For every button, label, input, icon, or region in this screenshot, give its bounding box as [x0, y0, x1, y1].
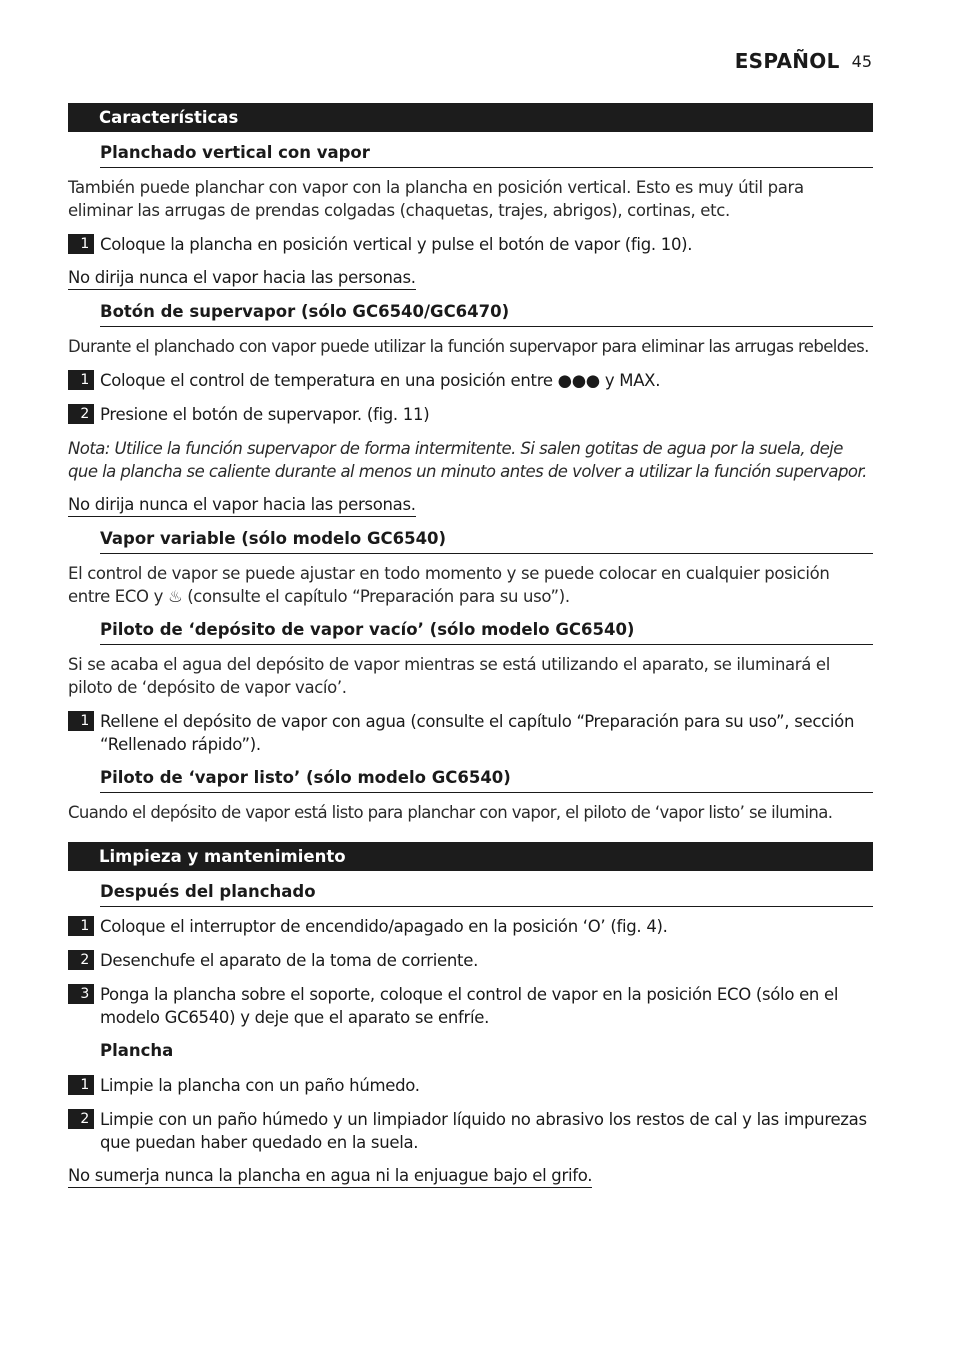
step-text: Coloque la plancha en posición vertical y pulse el botón de vapor (fig. 10). — [100, 235, 693, 254]
step-item — [68, 710, 873, 756]
step-number: 1 — [68, 916, 94, 936]
step-number: 1 — [68, 1075, 94, 1095]
step-text: Limpie la plancha con un paño húmedo. — [100, 1076, 420, 1095]
subheading-supervapor: Botón de supervapor (sólo GC6540/GC6470) — [100, 299, 873, 327]
step-text: Coloque el control de temperatura en una posición entre ●●● y MAX. — [100, 371, 661, 390]
step-number: 2 — [68, 404, 94, 424]
warning-text: No sumerja nunca la plancha en agua ni la enjuague bajo el grifo. — [68, 1165, 592, 1188]
subheading-plancha: Plancha — [100, 1041, 174, 1060]
paragraph-vapor-listo: Cuando el depósito de vapor está listo para planchar con vapor, el piloto de ‘vapor listo’ se ilumina. — [68, 803, 833, 822]
warning-text: No dirija nunca el vapor hacia las personas. — [68, 267, 416, 290]
step-item — [68, 983, 873, 1029]
step-item — [68, 949, 873, 972]
section-heading-caracteristicas: Características — [68, 103, 873, 132]
note-text: Nota: Utilice la función supervapor de forma intermitente. Si salen gotitas de agua por la suela, deje que la plancha se caliente durante al menos un minuto antes de volver a utilizar la función supervapor. — [68, 439, 867, 481]
step-item — [68, 369, 873, 392]
subheading-deposito-vacio: Piloto de ‘depósito de vapor vacío’ (sólo modelo GC6540) — [100, 617, 873, 645]
step-number: 1 — [68, 234, 94, 254]
step-text: Limpie con un paño húmedo y un limpiador líquido no abrasivo los restos de cal y las impurezas que puedan haber quedado en la suela. — [100, 1110, 867, 1152]
step-item — [68, 1108, 873, 1154]
paragraph-supervapor: Durante el planchado con vapor puede utilizar la función supervapor para eliminar las arrugas rebeldes. — [68, 337, 869, 356]
subheading-vapor-variable: Vapor variable (sólo modelo GC6540) — [100, 526, 873, 554]
subheading-vapor-listo: Piloto de ‘vapor listo’ (sólo modelo GC6540) — [100, 765, 873, 793]
step-number: 1 — [68, 370, 94, 390]
step-number: 1 — [68, 711, 94, 731]
step-text: Desenchufe el aparato de la toma de corriente. — [100, 951, 479, 970]
section-heading-limpieza: Limpieza y mantenimiento — [68, 842, 873, 871]
page-header — [735, 46, 872, 76]
subheading-planchado-vertical: Planchado vertical con vapor — [100, 140, 873, 168]
step-item — [68, 403, 873, 426]
language-label: ESPAÑOL — [734, 49, 840, 73]
warning-text: No dirija nunca el vapor hacia las personas. — [68, 494, 416, 517]
step-text: Ponga la plancha sobre el soporte, coloque el control de vapor en la posición ECO (sólo en el modelo GC6540) y deje que el aparato se enfríe. — [100, 985, 839, 1027]
paragraph-deposito-vacio: Si se acaba el agua del depósito de vapor mientras se está utilizando el aparato, se iluminará el piloto de ‘depósito de vapor vacío’. — [68, 655, 830, 697]
step-item — [68, 233, 873, 256]
paragraph-planchado-vertical: También puede planchar con vapor con la plancha en posición vertical. Esto es muy útil para eliminar las arrugas de prendas colgadas (chaquetas, trajes, abrigos), cortinas, etc. — [68, 178, 804, 220]
step-text: Coloque el interruptor de encendido/apagado en la posición ‘O’ (fig. 4). — [100, 917, 668, 936]
step-number: 2 — [68, 950, 94, 970]
page-number: 45 — [851, 51, 872, 71]
paragraph-vapor-variable: El control de vapor se puede ajustar en todo momento y se puede colocar en cualquier posición entre ECO y ♨ (consulte el capítulo “Preparación para su uso”). — [68, 564, 830, 606]
step-item — [68, 1074, 873, 1097]
step-text: Rellene el depósito de vapor con agua (consulte el capítulo “Preparación para su uso”, sección “Rellenado rápido”). — [100, 712, 855, 754]
step-item — [68, 915, 873, 938]
step-number: 3 — [68, 984, 94, 1004]
step-text: Presione el botón de supervapor. (fig. 11) — [100, 405, 430, 424]
step-number: 2 — [68, 1109, 94, 1129]
subheading-despues-planchado: Después del planchado — [100, 879, 873, 907]
